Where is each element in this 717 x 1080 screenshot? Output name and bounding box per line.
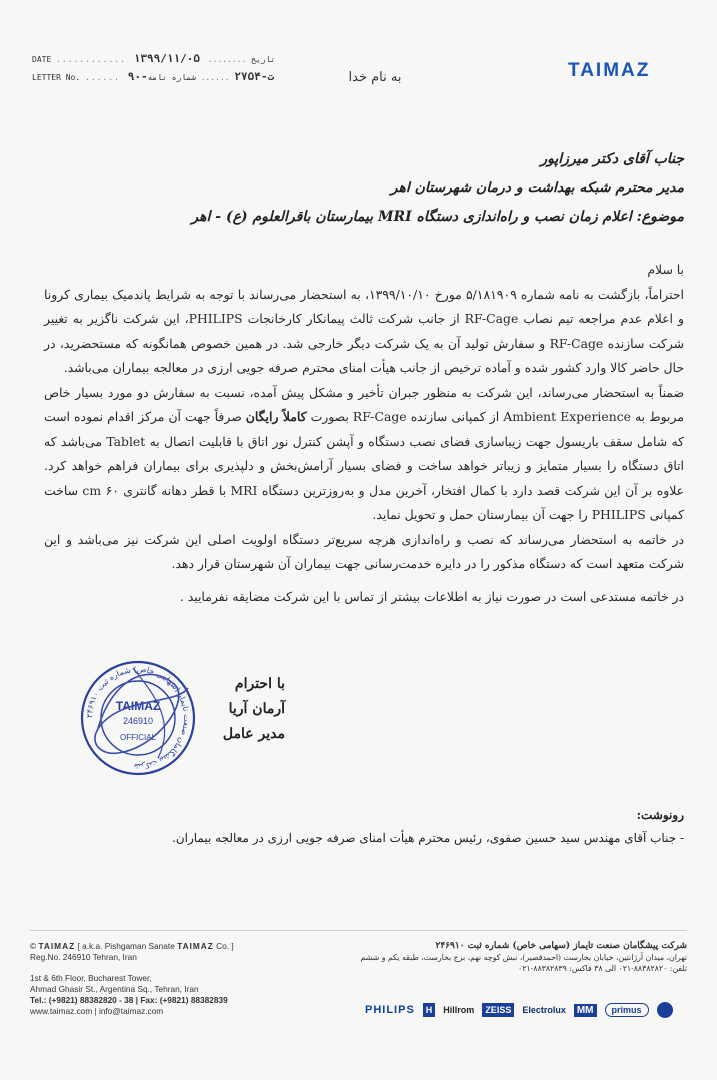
zeiss-logo: ZEISS [482, 1003, 514, 1017]
hillrom-logo: Hillrom [443, 1005, 475, 1015]
footer-phone-fa: تلفن: ۸۸۳۸۲۸۲۰-۰۲۱ الی ۳۸ فاکس: ۸۸۳۸۲۸۳۹-۰۲۱ [518, 964, 687, 973]
body-paragraph-2: ضمناً به استحضار می‌رساند، این شرکت به منظور جبران تأخیر و مشکل پیش آمده، نسبت به سفارش دو مورد بسیار خاص مربوط به Ambient Experience از کمپانی سازنده RF-Cage بصورت کاملاً رایگان صرفاً جهت آن مرکز اقدام نموده است که شامل سقف باریسول جهت زیباسازی فضای نصب دستگاه و آپشن کنترل نور اتاق با قابلیت اتصال به Tablet می‌باشد که اتاق دستگاه را بسیار متمایز و زیباتر خواهد ساخت و فضای بسیار آرامش‌بخش و دلپذیری برای بیماران فراهم خواهد کرد. علاوه بر آن این شرکت قصد دارد با کمال افتخار، آخرین مدل و به‌روزترین دستگاه MRI با قطر دهانه گانتری ۶۰ cm ساخت کمپانی PHILIPS را جهت آن بیمارستان حمل و تحویل نماید. [44, 384, 684, 522]
signature-block [223, 672, 285, 747]
cc-heading: رونوشت: [636, 808, 684, 822]
svg-text:OFFICIAL: OFFICIAL [119, 733, 157, 742]
body-paragraph-4: در خاتمه مستدعی است در صورت نیاز به اطلاعات بیشتر از تماس با این شرکت مضایقه نفرمایید . [179, 588, 684, 604]
signatory-name: آرمان آریا [228, 701, 285, 717]
letter-number-value: ۹۰-ت-۲۷۵۴ [127, 70, 275, 83]
svg-text:شرکت پیشگامان صنعت تایماز (سها: شرکت پیشگامان صنعت تایماز (سهامی خاص) شماره ثبت ۲۴۶۹۱۰ [84, 664, 192, 772]
footer-divider [30, 930, 687, 931]
date-row: DATE ............ ۱۳۹۹/۱۱/۰۵ ........ تاریخ [32, 52, 276, 65]
letter-label-fa: شماره نامه [147, 73, 196, 82]
body-paragraph-1: احتراماً، بازگشت به نامه شماره ۵/۱۸۱۹۰۹ مورخ ۱۳۹۹/۱۰/۱۰، به استحضار می‌رساند با توجه به شرایط پاندمیک بیماری کرونا و اعلام عدم مراجعه تیم نصاب RF-Cage از جانب شرکت ثالث پیمانکار کارخانجات PHILIPS، این شرکت ناگزیر به تغییر شرکت سازنده RF-Cage و سفارش تولید آن به یک شرکت دیگر خارجی شد. در همین خصوص همانگونه که مستحضرید، در حال حاضر کالا وارد کشور شده و آماده ترخیص از جانب هیأت امنای محترم صرفه جویی ارزی در معالجه بیماران می‌باشد. [44, 286, 685, 375]
company-logo: TAIMAZ [568, 60, 651, 81]
footer-english-address [30, 941, 234, 1017]
footer-address-fa: تهران، میدان آرژانتین، خیابان بخارست (احمدقصیر)، نبش کوچه نهم، برج بخارست، طبقه یکم و ششم [360, 953, 687, 962]
date-value: ۱۳۹۹/۱۱/۰۵ [133, 52, 200, 65]
dornier-logo-icon [657, 1002, 673, 1018]
philips-logo: PHILIPS [365, 1004, 415, 1016]
footer-street: Ahmad Ghasir St., Argentina Sq., Tehran, Iran [30, 984, 199, 994]
closing-regards: با احترام [234, 676, 285, 692]
footer-registration: Reg.No. 246910 Tehran, Iran [30, 952, 137, 962]
hillrom-mark-logo: H [423, 1003, 436, 1017]
svg-text:TAIMAZ: TAIMAZ [115, 699, 161, 713]
addressee-title: مدیر محترم شبکه بهداشت و درمان شهرستان اهر [390, 180, 684, 196]
mm-logo: MM [574, 1004, 597, 1017]
cc-recipient: - جناب آقای مهندس سید حسین صفوی، رئیس محترم هیأت امنای صرفه جویی ارزی در معالجه بیماران. [172, 831, 684, 845]
footer-phone-fax: Tel.: (+9821) 88382820 - 38 | Fax: (+9821) 88382839 [30, 995, 228, 1005]
letter-body [44, 258, 684, 609]
letter-number-row: LETTER No. ...... ۹۰-ت-۲۷۵۴ ...... شماره نامه [32, 70, 275, 83]
addressee-name: جناب آقای دکتر میرزاپور [540, 151, 684, 167]
emphasis-free-of-charge: کاملاً رایگان [245, 409, 307, 424]
letter-subject: موضوع: اعلام زمان نصب و راه‌اندازی دستگاه MRI بیمارستان باقرالعلوم (ع) - اهر [191, 209, 684, 225]
letter-label-en: LETTER No. [32, 73, 81, 82]
footer-copyright: © TAIMAZ [ a.k.a. Pishgaman Sanate TAIMAZ Co. ] [30, 941, 234, 951]
stamp-seal-icon [78, 658, 198, 778]
footer-persian-address [357, 941, 687, 974]
partner-logos [365, 1002, 673, 1018]
footer-website-link[interactable]: www.taimaz.com | info@taimaz.com [30, 1006, 164, 1016]
svg-text:246910: 246910 [122, 716, 154, 726]
date-label-fa: تاریخ [251, 55, 276, 64]
footer-floor: 1st & 6th Floor, Bucharest Tower, [30, 973, 152, 983]
signatory-title: مدیر عامل [222, 726, 285, 742]
primus-logo: primus [605, 1003, 649, 1017]
greeting: با سلام [647, 262, 684, 277]
company-stamp [78, 658, 198, 778]
footer-company-name-fa: شرکت پیشگامان صنعت تایماز (سهامی خاص) شماره ثبت ۲۴۶۹۱۰ [435, 941, 687, 951]
bismillah: به نام خدا [348, 70, 402, 85]
body-paragraph-3: در خاتمه به استحضار می‌رساند که نصب و راه‌اندازی هرچه سریع‌تر دستگاه اولویت اصلی این شرکت نیز می‌باشد و این شرکت متعهد است که دستگاه مذکور را در دایره خدمت‌رسانی جهت بیماران آن شهرستان قرار دهد. [44, 531, 684, 571]
date-label-en: DATE [32, 55, 52, 64]
electrolux-logo: Electrolux [522, 1005, 566, 1015]
